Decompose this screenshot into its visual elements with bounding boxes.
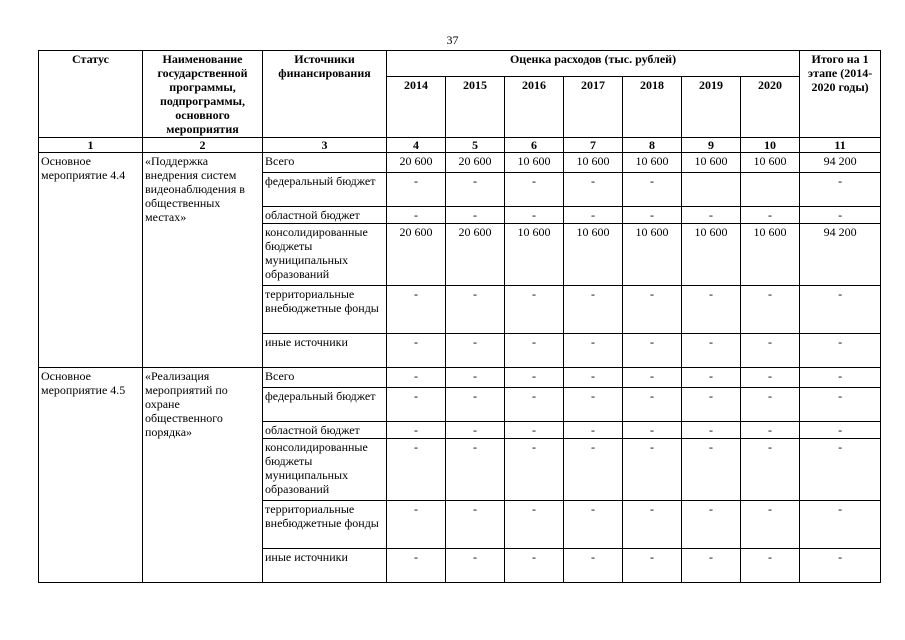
value-cell: - [682, 207, 741, 224]
value-cell: 10 600 [682, 153, 741, 173]
value-cell: - [446, 549, 505, 583]
value-cell: - [505, 388, 564, 422]
source-cell: Всего [263, 153, 387, 173]
column-number: 6 [505, 138, 564, 153]
value-cell: - [564, 388, 623, 422]
value-cell: - [682, 368, 741, 388]
value-cell: - [623, 388, 682, 422]
value-cell: - [505, 439, 564, 501]
value-cell: - [446, 368, 505, 388]
value-cell: - [682, 388, 741, 422]
value-cell: - [505, 334, 564, 368]
source-cell: федеральный бюджет [263, 388, 387, 422]
value-cell: - [564, 501, 623, 549]
header-program: Наименование государственной программы, подпрограммы, основного мероприятия [143, 51, 263, 138]
column-number: 10 [741, 138, 800, 153]
total-cell: - [800, 368, 881, 388]
source-cell: территориальные внебюджетные фонды [263, 286, 387, 334]
source-cell: территориальные внебюджетные фонды [263, 501, 387, 549]
source-cell: областной бюджет [263, 422, 387, 439]
header-total: Итого на 1 этапе (2014-2020 годы) [800, 51, 881, 138]
total-cell: 94 200 [800, 224, 881, 286]
total-cell: 94 200 [800, 153, 881, 173]
total-cell: - [800, 422, 881, 439]
value-cell: 20 600 [446, 224, 505, 286]
value-cell: - [623, 549, 682, 583]
value-cell: - [682, 501, 741, 549]
header-status: Статус [39, 51, 143, 138]
value-cell: - [564, 334, 623, 368]
column-number: 11 [800, 138, 881, 153]
total-cell: - [800, 286, 881, 334]
value-cell: - [505, 549, 564, 583]
value-cell: - [741, 501, 800, 549]
value-cell: - [446, 439, 505, 501]
header-estimate: Оценка расходов (тыс. рублей) [387, 51, 800, 77]
value-cell: - [387, 173, 446, 207]
value-cell: 20 600 [387, 224, 446, 286]
column-number: 5 [446, 138, 505, 153]
year-header: 2014 [387, 77, 446, 138]
value-cell: 20 600 [387, 153, 446, 173]
value-cell: - [741, 286, 800, 334]
table-body [39, 153, 881, 583]
year-header: 2016 [505, 77, 564, 138]
value-cell: - [446, 286, 505, 334]
table-row [39, 368, 881, 388]
value-cell: - [564, 368, 623, 388]
budget-table [38, 50, 881, 583]
value-cell: - [682, 286, 741, 334]
table-row [39, 153, 881, 173]
source-cell: иные источники [263, 334, 387, 368]
value-cell: - [505, 368, 564, 388]
column-number: 7 [564, 138, 623, 153]
total-cell: - [800, 207, 881, 224]
value-cell: - [387, 368, 446, 388]
value-cell: - [446, 173, 505, 207]
value-cell: - [387, 501, 446, 549]
value-cell: - [505, 207, 564, 224]
value-cell: 10 600 [741, 153, 800, 173]
total-cell: - [800, 388, 881, 422]
value-cell: - [623, 207, 682, 224]
column-number: 1 [39, 138, 143, 153]
value-cell: - [564, 286, 623, 334]
value-cell: 10 600 [741, 224, 800, 286]
page-number: 37 [446, 33, 459, 47]
column-number: 8 [623, 138, 682, 153]
value-cell: - [623, 422, 682, 439]
value-cell: - [741, 388, 800, 422]
value-cell: - [387, 388, 446, 422]
value-cell: - [564, 422, 623, 439]
value-cell: - [446, 207, 505, 224]
value-cell: - [682, 439, 741, 501]
value-cell: - [387, 439, 446, 501]
source-cell: иные источники [263, 549, 387, 583]
source-cell: консолидированные бюджеты муниципальных образований [263, 439, 387, 501]
value-cell: - [505, 173, 564, 207]
column-number: 3 [263, 138, 387, 153]
value-cell: - [446, 388, 505, 422]
value-cell: - [682, 549, 741, 583]
value-cell: - [446, 422, 505, 439]
year-header: 2020 [741, 77, 800, 138]
value-cell: - [623, 286, 682, 334]
year-header: 2015 [446, 77, 505, 138]
value-cell: - [741, 334, 800, 368]
value-cell: - [623, 368, 682, 388]
value-cell: - [387, 207, 446, 224]
column-number: 4 [387, 138, 446, 153]
value-cell: 10 600 [564, 153, 623, 173]
column-number-row [39, 138, 881, 153]
value-cell: - [564, 173, 623, 207]
value-cell: - [741, 368, 800, 388]
value-cell: - [387, 334, 446, 368]
source-cell: консолидированные бюджеты муниципальных образований [263, 224, 387, 286]
value-cell: 10 600 [505, 153, 564, 173]
total-cell: - [800, 549, 881, 583]
value-cell: - [564, 439, 623, 501]
value-cell: 10 600 [623, 153, 682, 173]
status-cell: Основное мероприятие 4.5 [39, 368, 143, 583]
year-header: 2017 [564, 77, 623, 138]
total-cell: - [800, 173, 881, 207]
total-cell: - [800, 439, 881, 501]
column-number: 9 [682, 138, 741, 153]
value-cell: 10 600 [564, 224, 623, 286]
program-cell: «Поддержка внедрения систем видеонаблюдения в общественных местах» [143, 153, 263, 368]
header-source: Источники финансирования [263, 51, 387, 138]
value-cell: - [741, 207, 800, 224]
value-cell: - [387, 286, 446, 334]
value-cell: - [623, 334, 682, 368]
value-cell: - [682, 334, 741, 368]
value-cell: - [741, 422, 800, 439]
total-cell: - [800, 334, 881, 368]
header-row [39, 51, 881, 77]
value-cell: 20 600 [446, 153, 505, 173]
value-cell: - [446, 334, 505, 368]
value-cell: - [623, 173, 682, 207]
value-cell: - [505, 422, 564, 439]
value-cell: - [682, 422, 741, 439]
status-cell: Основное мероприятие 4.4 [39, 153, 143, 368]
value-cell: - [564, 549, 623, 583]
value-cell: - [741, 439, 800, 501]
value-cell [682, 173, 741, 207]
value-cell: - [446, 501, 505, 549]
year-header: 2018 [623, 77, 682, 138]
source-cell: федеральный бюджет [263, 173, 387, 207]
value-cell: - [623, 501, 682, 549]
value-cell: - [387, 422, 446, 439]
value-cell: 10 600 [623, 224, 682, 286]
value-cell: - [505, 501, 564, 549]
column-number: 2 [143, 138, 263, 153]
program-cell: «Реализация мероприятий по охране общественного порядка» [143, 368, 263, 583]
value-cell: - [387, 549, 446, 583]
value-cell: 10 600 [682, 224, 741, 286]
source-cell: областной бюджет [263, 207, 387, 224]
value-cell [741, 173, 800, 207]
value-cell: - [741, 549, 800, 583]
value-cell: - [505, 286, 564, 334]
total-cell: - [800, 501, 881, 549]
source-cell: Всего [263, 368, 387, 388]
value-cell: - [564, 207, 623, 224]
value-cell: 10 600 [505, 224, 564, 286]
year-header: 2019 [682, 77, 741, 138]
value-cell: - [623, 439, 682, 501]
